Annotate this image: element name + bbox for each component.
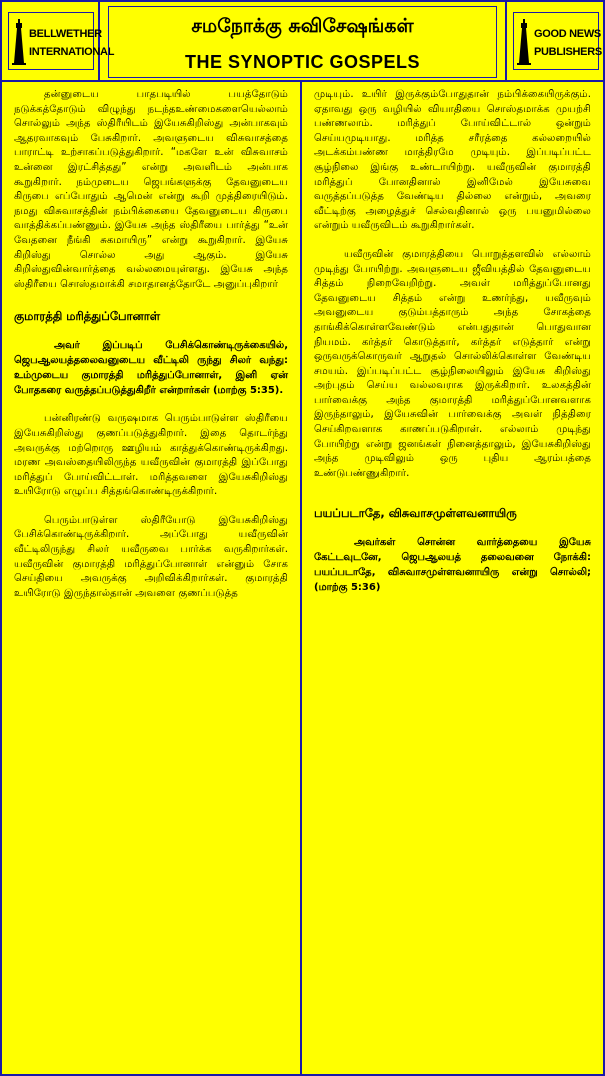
- paragraph: முடியும். உயிர் இருக்கும்போதுதான் நம்பிக்கையிருக்கும். ஏதாவது ஒரு வழியில் வியாதியை சொஸ்தமாக்க முயற்சி பண்ணலாம். மரித்துப் போய்விட்டால் ஒன்றும் செய்யமுடியாது. மரித்த சரீரத்தை கல்லறையில் அடக்கம்பண்ண மாத்திரமே முடியும். இப்படிப்பட்ட சூழ்நிலை இங்கு உண்டாயிற்று. யவீருவின் குமாரத்தி மரித்துப் போனதினால் இனிமேல் இயேசுவை வருத்தப்படுத்த வேண்டிய தில்லை என்றும், அவரை வீட்டிற்கு அழைத்துச் செல்வதினால் ஒரு பயனுமில்லை என்றும் யவீருவிடம் கூறுகிறார்கள்.: [314, 89, 591, 232]
- publisher-right-line2: PUBLISHERS: [534, 46, 602, 58]
- scripture-quote: அவர்கள் சொன்ன வார்த்தையை இயேசு கேட்டவுடனே, ஜெபஆலயத் தலைவனை நோக்கி: பயப்படாதே, விசுவாசமுள்ளவனாயிரு என்று சொல்லி; (மாற்கு 5:36): [314, 537, 591, 594]
- page-header: [2, 2, 603, 82]
- section-heading: குமாரத்தி மரித்துப்போனாள்: [14, 309, 161, 324]
- left-column: [2, 82, 302, 1074]
- publisher-right-line1: GOOD NEWS: [534, 28, 601, 40]
- logo-border: [8, 12, 115, 70]
- paragraph: பன்னிரண்டு வருஷமாக பெரும்பாடுள்ள ஸ்திரீயை இயேசுகிறிஸ்து குணப்படுத்துகிறார். இதை தொடர்ந்து அவருக்கு மற்றொரு ஊழியம் காத்துக்கொண்டிருக்கிறது. மரண அவஸ்தையிலிருந்த யவீருவின் குமாரத்தி இப்போது மரித்துப் போய்விட்டாள். மரித்தவளை இயேசுகிறிஸ்து உயிரோடு எழுப்ப சித்தங்கொண்டிருக்கிறார்.: [14, 413, 288, 498]
- page-title-tamil: சமநோக்கு சுவிசேஷங்கள்: [191, 15, 414, 37]
- publisher-logo-right: [505, 2, 603, 80]
- scripture-quote: அவர் இப்படிப் பேசிக்கொண்டிருக்கையில், ஜெபஆலயத்தலைவனுடைய வீட்டிலி ருந்து சிலர் வந்து: உம்முடைய குமாரத்தி மரித்துப்போனாள், இனி ஏன் போதகரை வருத்தப்படுத்துகிறீர் என்றார்கள் (மாற்கு 5:35).: [14, 340, 288, 397]
- paragraph: பெரும்பாடுள்ள ஸ்திரீயோடு இயேசுகிறிஸ்து பேசிக்கொண்டிருக்கிறார். அப்போது யவீருவின் வீட்டிலிருந்து சிலர் யவீருவை பார்க்க வருகிறார்கள். யவீருவின் குமாரத்தி மரித்துப்போனாள் என்னும் சோக செய்தியை அவருக்கு அறிவிக்கிறார்கள். குமாரத்தி உயிரோடு இருந்தால்தான் அவளை குணப்படுத்த: [14, 514, 288, 599]
- publisher-logo-left: [2, 2, 115, 80]
- right-column: [302, 82, 603, 1074]
- lighthouse-icon: [517, 19, 531, 69]
- lighthouse-icon: [12, 19, 26, 69]
- publisher-name-left: [29, 25, 114, 61]
- publisher-left-line2: INTERNATIONAL: [29, 46, 115, 58]
- publisher-name-right: [534, 25, 602, 61]
- section-heading: பயப்படாதே, விசுவாசமுள்ளவனாயிரு: [314, 506, 517, 521]
- paragraph: யவீருவின் குமாரத்தியை பொறுத்தளவில் எல்லாம் முடிந்து போயிற்று. அவளுடைய ஜீவியத்தில் தேவனுடைய சித்தம் நிறைவேறிற்று. அவள் மரித்துப்போனது தேவனுடைய சித்தம் என்று உணர்ந்து, யவீருவும் அவனுடைய குடும்பத்தாரும் அந்த சோகத்தை தாங்கிக்கொள்ளவேண்டும் என்பதுதான் பொதுவான நியமம். கர்த்தர் கொடுத்தார், கர்த்தர் எடுத்தார் என்று ஒருவருக்கொருவர் ஆறுதல் சொல்லிக்கொள்ள வேண்டிய சமயம். இப்படிப்பட்ட சூழ்நிலையிலும் இயேசு கிறிஸ்து அற்புதம் செய்ய வல்லவராக இருக்கிறார். உலகத்தின் பார்வைக்கு அந்த குமாரத்தி மரித்துப்போனவளாக இருந்தாலும், இயேசுவின் பார்வைக்கு அவள் நித்திரை செய்கிறவளாக காணப்படுகிறாள். எல்லாம் முடிந்து போயிற்று என்று ஜனங்கள் நினைத்தாலும், இயேசுகிறிஸ்து அந்த முடிவிலும் ஒரு புதிய ஆரம்பத்தை உண்டுபண்ணுகிறார்.: [314, 248, 591, 479]
- publisher-left-line1: BELLWETHER: [29, 28, 102, 40]
- paragraph: தன்னுடைய பாதபடியில் பயத்தோடும் நடுக்கத்தோடும் விழுந்து நடந்தஉண்மைகளையெல்லாம் சொல்லும் அந்த ஸ்திரீயிடம் இயேசுகிறிஸ்து அன்பாகவும் ஆதரவாகவும் பேசுகிறார். அவளுடைய விசுவாசத்தை பாராட்டி உற்சாகப்படுத்துகிறார். “மகளே உன் விசுவாசம் உன்னை இரட்சித்தது” என்று அவளிடம் அன்பாக கூறுகிறார். நம்முடைய ஜெபங்களுக்கு தேவனுடைய கிருபை எப்போதும் ஆமென் என்று கூறி முத்திரையிடும். நமது விசுவாசத்தின் நம்பிக்கையை தேவனுடைய கிருபை வாத்திக்கப்பண்ணும். இயேசு அந்த ஸ்திரீயை பார்த்து “உன் வேதனை நீங்கி சுகமாயிரு” என்று கூறுகிறார். இயேசு கிறிஸ்து சொல்ல அது ஆகும். இயேசு கிறிஸ்துவின்வார்த்தை வல்லமையுள்ளது. இயேசு அந்த ஸ்திரீயை சொஸ்தமாக்கி சமாதானத்தோடே அனுப்புகிறார்: [14, 89, 288, 290]
- logo-border: [513, 12, 602, 70]
- page-title-english: THE SYNOPTIC GOSPELS: [184, 52, 421, 72]
- title-box: [108, 6, 497, 78]
